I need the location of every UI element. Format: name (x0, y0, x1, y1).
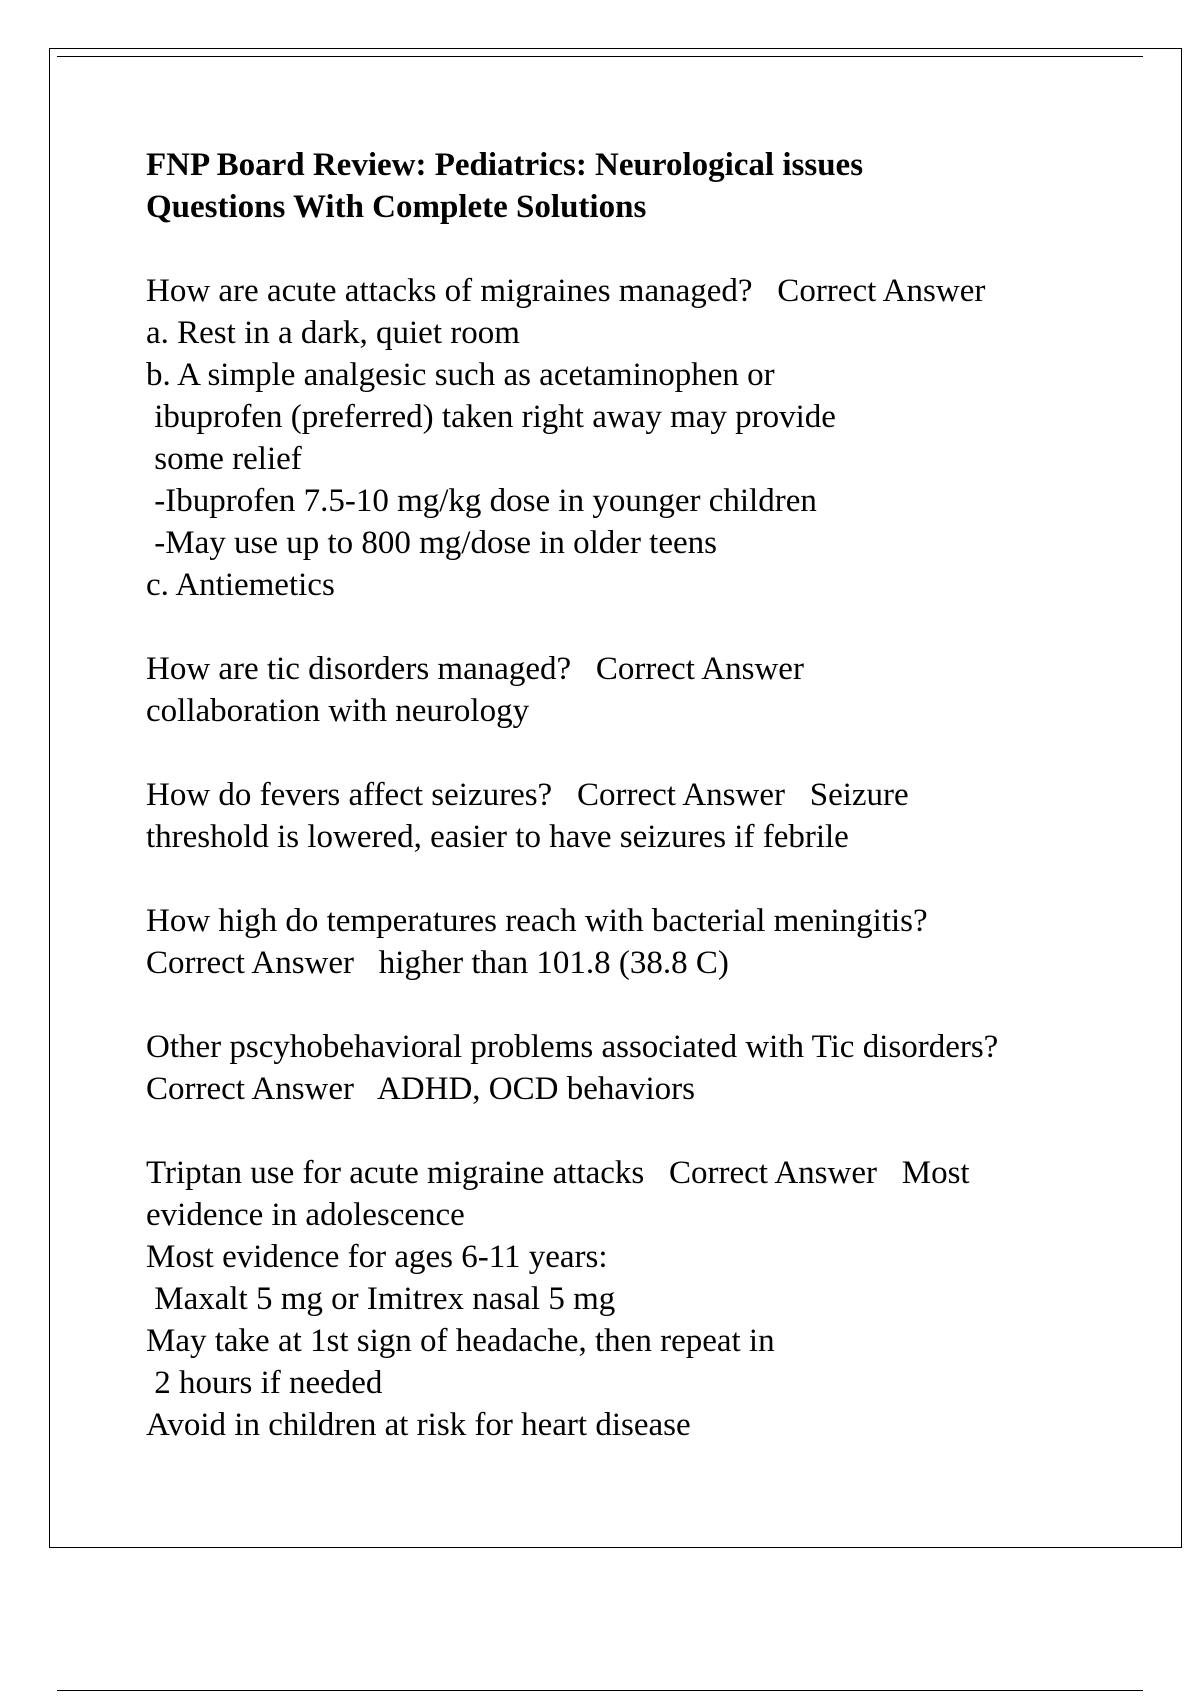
qa-line: 2 hours if needed (146, 1365, 383, 1401)
qa-line: collaboration with neurology (146, 693, 530, 729)
qa-block-tic-psychobehavioral (146, 1026, 1146, 1110)
document-body (146, 144, 1146, 1488)
header-rule (57, 56, 1143, 57)
title-line-1: FNP Board Review: Pediatrics: Neurological issues (146, 147, 864, 183)
qa-line: How high do temperatures reach with bacterial meningitis? (146, 903, 928, 939)
qa-line: Other pscyhobehavioral problems associated with Tic disorders? (146, 1029, 999, 1065)
qa-line: How are acute attacks of migraines managed? Correct Answer (146, 273, 986, 309)
qa-block-meningitis-temperature (146, 900, 1146, 984)
qa-block-triptan-use (146, 1152, 1146, 1446)
qa-line: evidence in adolescence (146, 1197, 465, 1233)
qa-line: ibuprofen (preferred) taken right away may provide (146, 399, 836, 435)
qa-line: threshold is lowered, easier to have seizures if febrile (146, 819, 849, 855)
qa-line: May take at 1st sign of headache, then repeat in (146, 1323, 775, 1359)
qa-block-fever-seizures (146, 774, 1146, 858)
qa-line: Maxalt 5 mg or Imitrex nasal 5 mg (146, 1281, 616, 1317)
qa-line: some relief (146, 441, 302, 477)
document-title (146, 144, 1146, 228)
qa-line: Most evidence for ages 6-11 years: (146, 1239, 608, 1275)
footer-rule (57, 1690, 1143, 1691)
qa-line: How do fevers affect seizures? Correct Answer Seizure (146, 777, 909, 813)
qa-line: -May use up to 800 mg/dose in older teens (146, 525, 717, 561)
title-line-2: Questions With Complete Solutions (146, 189, 647, 225)
qa-line: a. Rest in a dark, quiet room (146, 315, 520, 351)
qa-line: b. A simple analgesic such as acetaminophen or (146, 357, 775, 393)
qa-line: Avoid in children at risk for heart disease (146, 1407, 691, 1443)
qa-line: Correct Answer ADHD, OCD behaviors (146, 1071, 695, 1107)
qa-block-tic-management (146, 648, 1146, 732)
qa-block-migraine-management (146, 270, 1146, 606)
qa-line: How are tic disorders managed? Correct Answer (146, 651, 804, 687)
qa-line: Triptan use for acute migraine attacks Correct Answer Most (146, 1155, 970, 1191)
qa-line: -Ibuprofen 7.5-10 mg/kg dose in younger children (146, 483, 817, 519)
qa-line: c. Antiemetics (146, 567, 335, 603)
qa-line: Correct Answer higher than 101.8 (38.8 C) (146, 945, 729, 981)
